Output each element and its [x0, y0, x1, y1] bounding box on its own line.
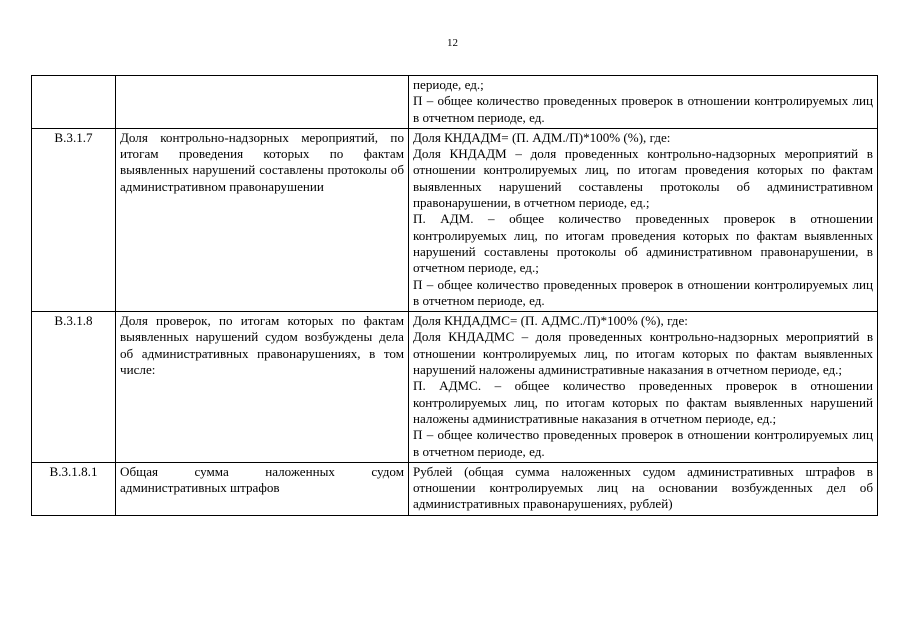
row-code: В.3.1.8.1 — [32, 462, 116, 515]
table-row — [32, 312, 878, 463]
formula-line: П. АДМС. – общее количество проведенных проверок в отношении контролируемых лиц, по итогам которых по фактам выявленных нарушений наложены административные наказания в отчетном периоде, ед.; — [413, 378, 873, 426]
formula-line: П – общее количество проведенных проверок в отношении контролируемых лиц в отчетном периоде, ед. — [413, 93, 873, 125]
row-description: Общая сумма наложенных судом административных штрафов — [116, 462, 409, 515]
row-formula — [409, 76, 878, 129]
row-description: Доля контрольно-надзорных мероприятий, по итогам проведения которых по фактам выявленных нарушений составлены протоколы об административном правонарушении — [116, 128, 409, 311]
indicators-table — [31, 75, 878, 516]
table-row — [32, 462, 878, 515]
row-code: В.3.1.8 — [32, 312, 116, 463]
formula-line: П – общее количество проведенных проверок в отношении контролируемых лиц в отчетном периоде, ед. — [413, 276, 873, 308]
row-code: В.3.1.7 — [32, 128, 116, 311]
formula-line: П. АДМ. – общее количество проведенных проверок в отношении контролируемых лиц, по итогам проведения которых по фактам выявленных нарушений составлены протоколы об административном правонарушении, в отчетном периоде, ед.; — [413, 211, 873, 276]
table-row — [32, 76, 878, 129]
formula-line: Рублей (общая сумма наложенных судом административных штрафов в отношении контролируемых лиц на основании возбужденных дел об административных правонарушениях, рублей) — [413, 463, 873, 512]
row-formula — [409, 312, 878, 463]
formula-line: П – общее количество проведенных проверок в отношении контролируемых лиц в отчетном периоде, ед. — [413, 427, 873, 459]
row-formula — [409, 462, 878, 515]
row-description: Доля проверок, по итогам которых по фактам выявленных нарушений судом возбуждены дела об административных правонарушениях, в том числе: — [116, 312, 409, 463]
row-formula — [409, 128, 878, 311]
row-description — [116, 76, 409, 129]
formula-line: Доля КНДАДМС= (П. АДМС./П)*100% (%), где: — [413, 313, 688, 329]
row-code — [32, 76, 116, 129]
formula-line: Доля КНДАДМ – доля проведенных контрольно-надзорных мероприятий в отношении контролируемых лиц, по итогам проведения которых по фактам выявленных нарушений составлены протоколы об административном правонарушении, в отчетном периоде, ед.; — [413, 146, 873, 211]
table-row — [32, 128, 878, 311]
page-number: 12 — [447, 37, 458, 49]
formula-line: периоде, ед.; — [413, 77, 484, 92]
formula-line: Доля КНДАДМ= (П. АДМ./П)*100% (%), где: — [413, 129, 671, 145]
formula-line: Доля КНДАДМС – доля проведенных контрольно-надзорных мероприятий в отношении контролируемых лиц, по итогам которых по фактам выявленных нарушений наложены административные наказания в отчетном периоде, ед.; — [413, 329, 873, 378]
